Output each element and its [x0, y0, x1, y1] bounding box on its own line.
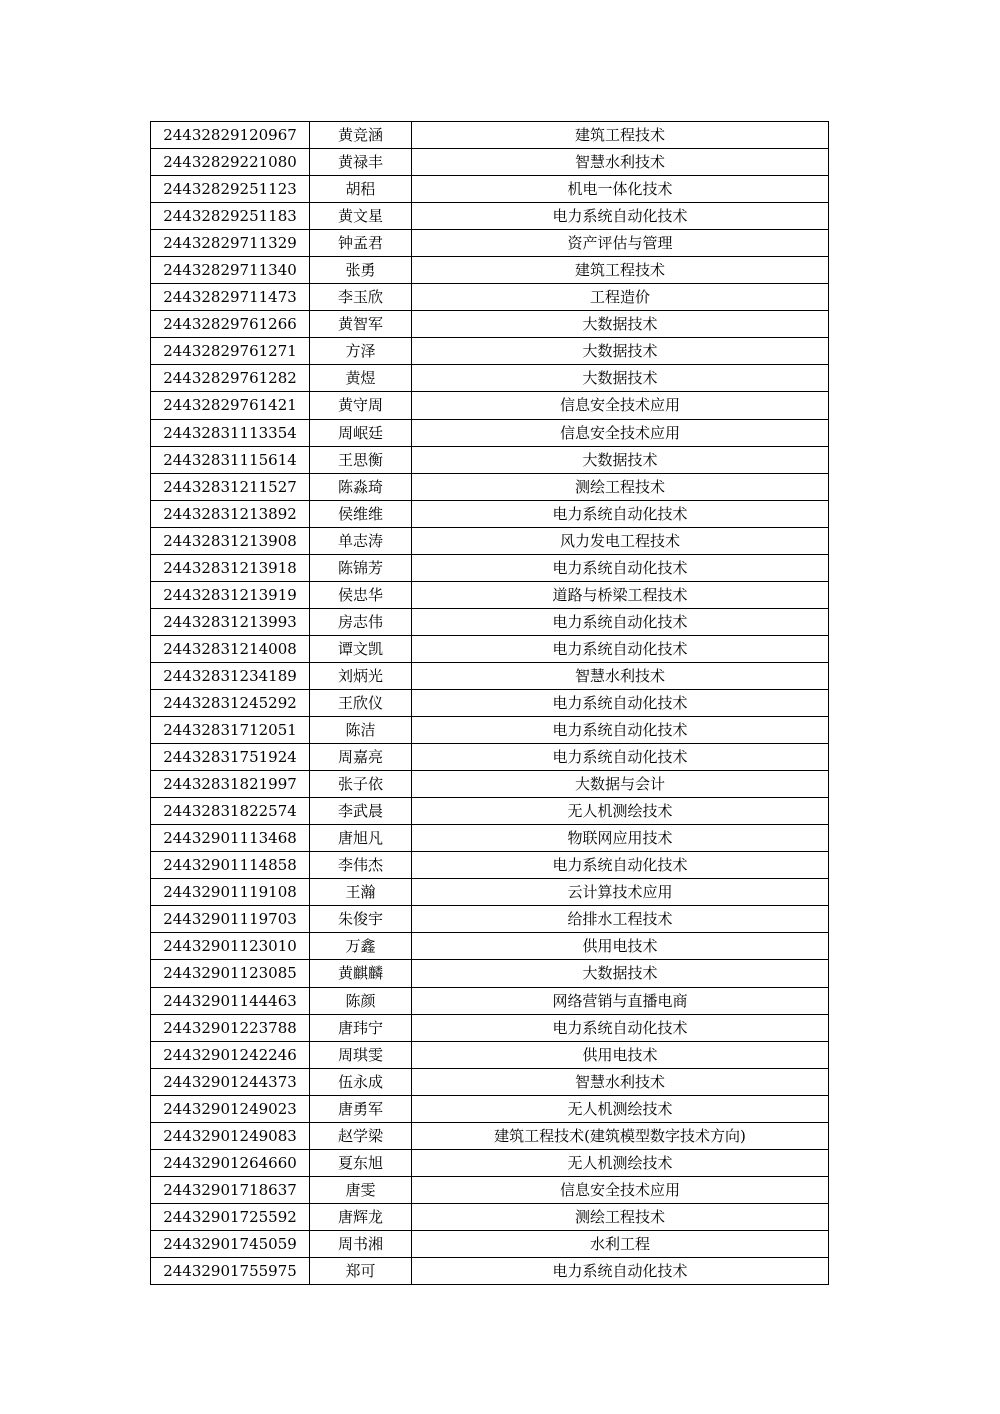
student-id-cell: 24432831214008 [151, 635, 310, 662]
student-id-cell: 24432829711473 [151, 284, 310, 311]
table-row [151, 798, 829, 825]
table-row [151, 392, 829, 419]
major-cell: 智慧水利技术 [412, 149, 829, 176]
table-row [151, 1149, 829, 1176]
student-id-cell: 24432901745059 [151, 1230, 310, 1257]
major-cell: 给排水工程技术 [412, 906, 829, 933]
major-cell: 电力系统自动化技术 [412, 500, 829, 527]
student-id-cell: 24432901113468 [151, 825, 310, 852]
major-cell: 大数据技术 [412, 338, 829, 365]
table-row [151, 338, 829, 365]
student-name-cell: 唐辉龙 [310, 1203, 412, 1230]
major-cell: 智慧水利技术 [412, 1068, 829, 1095]
student-id-cell: 24432831213993 [151, 608, 310, 635]
student-id-cell: 24432831113354 [151, 419, 310, 446]
major-cell: 电力系统自动化技术 [412, 1257, 829, 1284]
table-row [151, 311, 829, 338]
student-name-cell: 李伟杰 [310, 852, 412, 879]
student-name-cell: 胡稆 [310, 176, 412, 203]
major-cell: 信息安全技术应用 [412, 419, 829, 446]
major-cell: 工程造价 [412, 284, 829, 311]
student-id-cell: 24432829711329 [151, 230, 310, 257]
table-row [151, 365, 829, 392]
major-cell: 大数据技术 [412, 960, 829, 987]
student-id-cell: 24432831115614 [151, 446, 310, 473]
student-name-cell: 伍永成 [310, 1068, 412, 1095]
student-id-cell: 24432829251123 [151, 176, 310, 203]
student-id-cell: 24432831234189 [151, 662, 310, 689]
student-id-cell: 24432901242246 [151, 1041, 310, 1068]
major-cell: 大数据技术 [412, 365, 829, 392]
table-row [151, 662, 829, 689]
student-id-cell: 24432831751924 [151, 744, 310, 771]
major-cell: 水利工程 [412, 1230, 829, 1257]
table-row [151, 203, 829, 230]
table-row [151, 419, 829, 446]
student-id-cell: 24432831821997 [151, 771, 310, 798]
major-cell: 无人机测绘技术 [412, 1149, 829, 1176]
student-name-cell: 张子依 [310, 771, 412, 798]
major-cell: 智慧水利技术 [412, 662, 829, 689]
student-name-cell: 唐雯 [310, 1176, 412, 1203]
table-row [151, 906, 829, 933]
table-row [151, 1095, 829, 1122]
student-id-cell: 24432901244373 [151, 1068, 310, 1095]
major-cell: 电力系统自动化技术 [412, 852, 829, 879]
table-row [151, 689, 829, 716]
student-roster-table [150, 121, 829, 1285]
student-id-cell: 24432831211527 [151, 473, 310, 500]
student-name-cell: 朱俊宇 [310, 906, 412, 933]
student-id-cell: 24432901725592 [151, 1203, 310, 1230]
table-row [151, 500, 829, 527]
major-cell: 电力系统自动化技术 [412, 203, 829, 230]
major-cell: 无人机测绘技术 [412, 1095, 829, 1122]
table-row [151, 1014, 829, 1041]
student-id-cell: 24432831213919 [151, 581, 310, 608]
student-id-cell: 24432901223788 [151, 1014, 310, 1041]
major-cell: 电力系统自动化技术 [412, 554, 829, 581]
table-row [151, 744, 829, 771]
table-row [151, 473, 829, 500]
table-row [151, 635, 829, 662]
student-name-cell: 黄煜 [310, 365, 412, 392]
table-row [151, 554, 829, 581]
student-name-cell: 唐旭凡 [310, 825, 412, 852]
major-cell: 电力系统自动化技术 [412, 608, 829, 635]
student-name-cell: 钟孟君 [310, 230, 412, 257]
student-id-cell: 24432901718637 [151, 1176, 310, 1203]
table-row [151, 933, 829, 960]
student-name-cell: 周书湘 [310, 1230, 412, 1257]
table-row [151, 771, 829, 798]
student-name-cell: 王欣仪 [310, 689, 412, 716]
major-cell: 道路与桥梁工程技术 [412, 581, 829, 608]
major-cell: 无人机测绘技术 [412, 798, 829, 825]
major-cell: 风力发电工程技术 [412, 527, 829, 554]
student-name-cell: 黄文星 [310, 203, 412, 230]
table-row [151, 717, 829, 744]
student-name-cell: 陈颜 [310, 987, 412, 1014]
major-cell: 大数据技术 [412, 311, 829, 338]
table-row [151, 257, 829, 284]
student-id-cell: 24432831245292 [151, 689, 310, 716]
major-cell: 建筑工程技术(建筑模型数字技术方向) [412, 1122, 829, 1149]
table-row [151, 852, 829, 879]
student-name-cell: 陈淼琦 [310, 473, 412, 500]
student-id-cell: 24432901119108 [151, 879, 310, 906]
student-name-cell: 唐玮宁 [310, 1014, 412, 1041]
student-name-cell: 赵学梁 [310, 1122, 412, 1149]
major-cell: 电力系统自动化技术 [412, 1014, 829, 1041]
student-id-cell: 24432901144463 [151, 987, 310, 1014]
student-name-cell: 侯维维 [310, 500, 412, 527]
student-id-cell: 24432831712051 [151, 717, 310, 744]
table-row [151, 1041, 829, 1068]
table-row [151, 284, 829, 311]
student-id-cell: 24432829711340 [151, 257, 310, 284]
major-cell: 电力系统自动化技术 [412, 717, 829, 744]
student-name-cell: 周岷廷 [310, 419, 412, 446]
major-cell: 云计算技术应用 [412, 879, 829, 906]
student-id-cell: 24432829120967 [151, 122, 310, 149]
student-id-cell: 24432901755975 [151, 1257, 310, 1284]
student-id-cell: 24432901114858 [151, 852, 310, 879]
table-row [151, 1176, 829, 1203]
table-row [151, 1122, 829, 1149]
table-row [151, 230, 829, 257]
student-name-cell: 陈锦芳 [310, 554, 412, 581]
major-cell: 信息安全技术应用 [412, 1176, 829, 1203]
student-name-cell: 陈洁 [310, 717, 412, 744]
table-row [151, 608, 829, 635]
student-name-cell: 王思衡 [310, 446, 412, 473]
table-row [151, 1257, 829, 1284]
student-name-cell: 王瀚 [310, 879, 412, 906]
student-id-cell: 24432831213918 [151, 554, 310, 581]
student-name-cell: 万鑫 [310, 933, 412, 960]
student-name-cell: 张勇 [310, 257, 412, 284]
table-row [151, 987, 829, 1014]
student-id-cell: 24432831213892 [151, 500, 310, 527]
student-id-cell: 24432829221080 [151, 149, 310, 176]
student-name-cell: 黄竞涵 [310, 122, 412, 149]
student-name-cell: 黄麒麟 [310, 960, 412, 987]
student-id-cell: 24432901123085 [151, 960, 310, 987]
student-id-cell: 24432901249023 [151, 1095, 310, 1122]
major-cell: 信息安全技术应用 [412, 392, 829, 419]
major-cell: 机电一体化技术 [412, 176, 829, 203]
student-id-cell: 24432901249083 [151, 1122, 310, 1149]
student-name-cell: 郑可 [310, 1257, 412, 1284]
student-name-cell: 李武晨 [310, 798, 412, 825]
major-cell: 测绘工程技术 [412, 1203, 829, 1230]
major-cell: 电力系统自动化技术 [412, 744, 829, 771]
table-row [151, 1068, 829, 1095]
table-row [151, 149, 829, 176]
student-id-cell: 24432901119703 [151, 906, 310, 933]
table-row [151, 1230, 829, 1257]
student-id-cell: 24432901264660 [151, 1149, 310, 1176]
student-id-cell: 24432829251183 [151, 203, 310, 230]
roster-body [151, 122, 829, 1285]
student-name-cell: 周嘉亮 [310, 744, 412, 771]
major-cell: 建筑工程技术 [412, 122, 829, 149]
student-id-cell: 24432901123010 [151, 933, 310, 960]
student-name-cell: 唐勇军 [310, 1095, 412, 1122]
student-name-cell: 方泽 [310, 338, 412, 365]
major-cell: 电力系统自动化技术 [412, 635, 829, 662]
student-id-cell: 24432829761271 [151, 338, 310, 365]
student-name-cell: 房志伟 [310, 608, 412, 635]
major-cell: 网络营销与直播电商 [412, 987, 829, 1014]
major-cell: 物联网应用技术 [412, 825, 829, 852]
major-cell: 建筑工程技术 [412, 257, 829, 284]
student-id-cell: 24432829761266 [151, 311, 310, 338]
student-name-cell: 谭文凯 [310, 635, 412, 662]
student-name-cell: 黄智军 [310, 311, 412, 338]
student-name-cell: 黄禄丰 [310, 149, 412, 176]
major-cell: 大数据技术 [412, 446, 829, 473]
table-row [151, 825, 829, 852]
major-cell: 供用电技术 [412, 1041, 829, 1068]
table-row [151, 122, 829, 149]
table-row [151, 581, 829, 608]
student-id-cell: 24432831822574 [151, 798, 310, 825]
table-row [151, 446, 829, 473]
major-cell: 测绘工程技术 [412, 473, 829, 500]
student-name-cell: 周琪雯 [310, 1041, 412, 1068]
major-cell: 供用电技术 [412, 933, 829, 960]
major-cell: 资产评估与管理 [412, 230, 829, 257]
student-id-cell: 24432829761421 [151, 392, 310, 419]
major-cell: 大数据与会计 [412, 771, 829, 798]
table-row [151, 527, 829, 554]
student-id-cell: 24432829761282 [151, 365, 310, 392]
table-row [151, 879, 829, 906]
table-row [151, 960, 829, 987]
student-id-cell: 24432831213908 [151, 527, 310, 554]
student-name-cell: 刘炳光 [310, 662, 412, 689]
table-row [151, 176, 829, 203]
student-name-cell: 黄守周 [310, 392, 412, 419]
student-name-cell: 单志涛 [310, 527, 412, 554]
table-row [151, 1203, 829, 1230]
student-name-cell: 李玉欣 [310, 284, 412, 311]
student-name-cell: 侯忠华 [310, 581, 412, 608]
student-name-cell: 夏东旭 [310, 1149, 412, 1176]
major-cell: 电力系统自动化技术 [412, 689, 829, 716]
